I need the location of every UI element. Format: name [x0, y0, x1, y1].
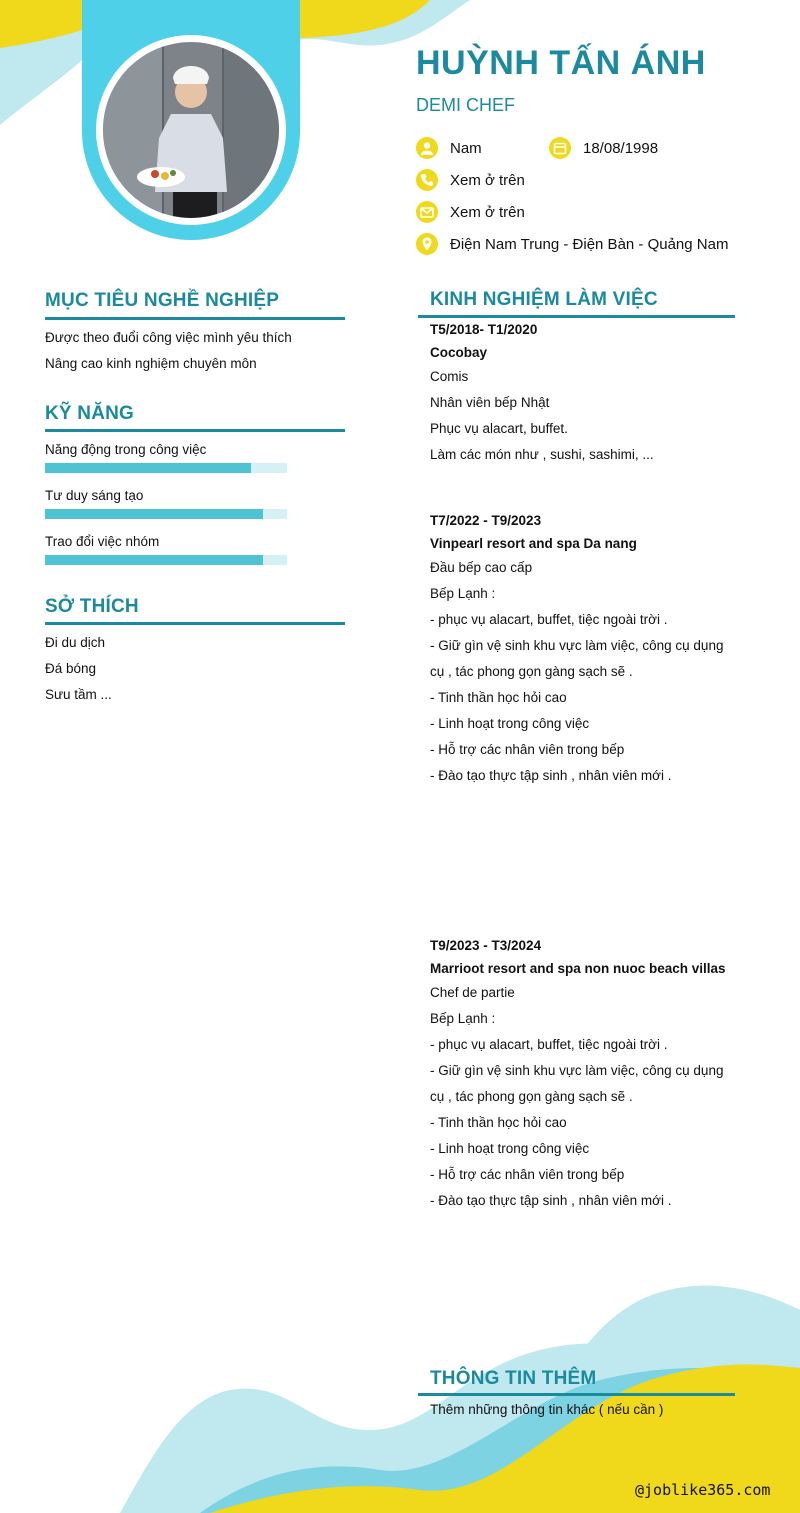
experience-line: Bếp Lạnh :	[430, 586, 496, 601]
objective-divider	[45, 317, 345, 320]
hobby-item: Đi du dịch	[45, 635, 106, 650]
experience-line: - Linh hoạt trong công việc	[430, 716, 590, 731]
experience-date: T9/2023 - T3/2024	[430, 938, 542, 953]
experience-entry	[430, 936, 750, 1214]
experience-entry	[430, 320, 750, 468]
hobbies-divider	[45, 622, 345, 625]
website-link[interactable]: @joblike365.com	[635, 1481, 771, 1499]
experience-line: - Hỗ trợ các nhân viên trong bếp	[430, 1167, 625, 1182]
skill-bar	[45, 555, 287, 565]
experience-line: cụ , tác phong gọn gàng sạch sẽ .	[430, 1089, 633, 1104]
experience-line: cụ , tác phong gọn gàng sạch sẽ .	[430, 664, 633, 679]
phone-text: Xem ở trên	[450, 171, 525, 189]
experience-line: Chef de partie	[430, 985, 515, 1000]
job-title: DEMI CHEF	[416, 95, 515, 115]
profile-photo	[103, 42, 279, 218]
experience-line: Đầu bếp cao cấp	[430, 560, 533, 575]
experience-line: Comis	[430, 369, 469, 384]
experience-line: Làm các món như , sushi, sashimi, ...	[430, 447, 654, 462]
experience-company: Vinpearl resort and spa Da nang	[430, 536, 637, 551]
experience-line: - phục vụ alacart, buffet, tiệc ngoài trời .	[430, 612, 668, 627]
location-icon	[416, 233, 438, 255]
objective-title: MỤC TIÊU NGHỀ NGHIỆP	[45, 290, 280, 311]
skill-label: Năng động trong công việc	[45, 442, 207, 457]
experience-line: - Giữ gìn vệ sinh khu vực làm việc, công cụ dụng	[430, 1063, 724, 1078]
skill-bar	[45, 463, 287, 473]
experience-company: Cocobay	[430, 345, 488, 360]
candidate-name: HUỲNH TẤN ÁNH	[416, 44, 706, 82]
experience-line: - Đào tạo thực tập sinh , nhân viên mới .	[430, 768, 672, 783]
address-row	[416, 233, 728, 255]
objective-line: Nâng cao kinh nghiệm chuyên môn	[45, 356, 257, 371]
bottom-wave-decoration	[0, 1280, 800, 1513]
experience-line: Phục vụ alacart, buffet.	[430, 421, 568, 436]
experience-line: - phục vụ alacart, buffet, tiệc ngoài trời .	[430, 1037, 668, 1052]
experience-line: - Tinh thần học hỏi cao	[430, 1115, 567, 1130]
email-text: Xem ở trên	[450, 203, 525, 221]
skill-label: Trao đổi việc nhóm	[45, 534, 160, 549]
birthdate-text: 18/08/1998	[583, 139, 659, 157]
experience-title: KINH NGHIỆM LÀM VIỆC	[430, 289, 658, 310]
address-text: Điện Nam Trung - Điện Bàn - Quảng Nam	[450, 235, 729, 253]
experience-divider	[418, 315, 735, 318]
hobby-item: Đá bóng	[45, 661, 97, 676]
experience-line: - Đào tạo thực tập sinh , nhân viên mới .	[430, 1193, 672, 1208]
experience-line: - Giữ gìn vệ sinh khu vực làm việc, công cụ dụng	[430, 638, 724, 653]
skill-bar-fill	[45, 555, 263, 565]
skill-bar-fill	[45, 463, 251, 473]
experience-line: Nhân viên bếp Nhật	[430, 395, 550, 410]
birthdate-row	[549, 137, 658, 159]
extra-divider	[418, 1393, 735, 1396]
experience-line: - Tinh thần học hỏi cao	[430, 690, 567, 705]
skill-bar	[45, 509, 287, 519]
gender-text: Nam	[450, 139, 482, 157]
skills-divider	[45, 429, 345, 432]
experience-entry	[430, 511, 750, 789]
skill-bar-fill	[45, 509, 263, 519]
skills-title: KỸ NĂNG	[45, 403, 135, 424]
phone-icon	[416, 169, 438, 191]
phone-row	[416, 169, 525, 191]
skill-label: Tư duy sáng tạo	[45, 488, 144, 503]
hobby-item: Sưu tầm ...	[45, 687, 112, 702]
user-icon	[416, 137, 438, 159]
objective-line: Được theo đuổi công việc mình yêu thích	[45, 330, 292, 345]
extra-text: Thêm những thông tin khác ( nếu cần )	[430, 1402, 664, 1417]
gender-row	[416, 137, 482, 159]
email-row	[416, 201, 525, 223]
hobbies-title: SỞ THÍCH	[45, 596, 139, 617]
experience-date: T7/2022 - T9/2023	[430, 513, 542, 528]
calendar-icon	[549, 137, 571, 159]
email-icon	[416, 201, 438, 223]
extra-title: THÔNG TIN THÊM	[430, 1368, 597, 1389]
experience-line: Bếp Lạnh :	[430, 1011, 496, 1026]
experience-line: - Linh hoạt trong công việc	[430, 1141, 590, 1156]
experience-company: Marrioot resort and spa non nuoc beach villas	[430, 961, 726, 976]
experience-line: - Hỗ trợ các nhân viên trong bếp	[430, 742, 625, 757]
experience-date: T5/2018- T1/2020	[430, 322, 538, 337]
